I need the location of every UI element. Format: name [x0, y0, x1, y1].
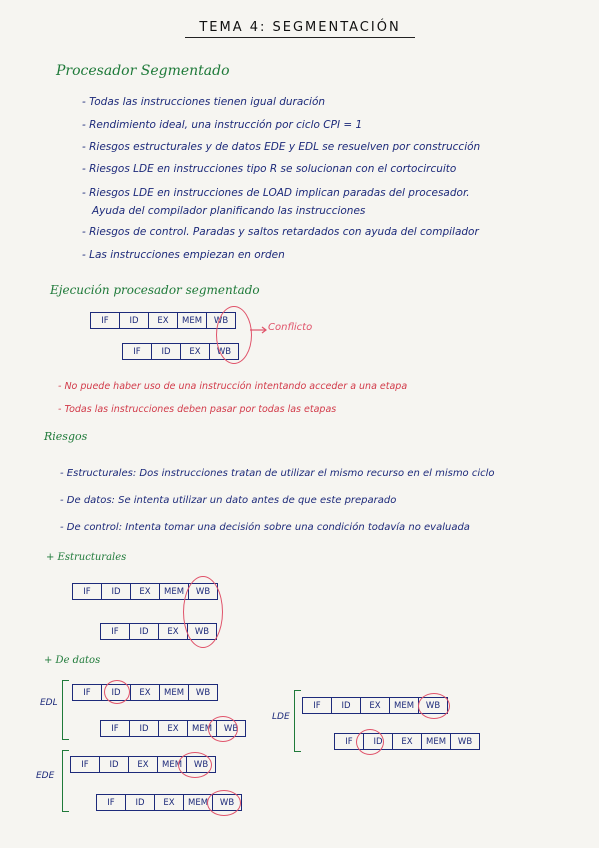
stage-mem: MEM	[188, 721, 217, 736]
stage-if: IF	[73, 584, 102, 599]
stage-mem: MEM	[160, 685, 189, 700]
stage-id: ID	[120, 313, 149, 328]
stage-id: ID	[152, 344, 181, 359]
stage-wb: WB	[216, 346, 232, 357]
section-heading-risks: Riesgos	[44, 430, 88, 443]
subsection-structural: + Estructurales	[46, 552, 127, 563]
stage-mem: MEM	[160, 584, 189, 599]
stage-wb: WB	[223, 723, 239, 734]
section-heading-processor: Procesador Segmentado	[56, 63, 230, 79]
note-item: - No puede haber uso de una instrucción intentando acceder a una etapa	[58, 381, 408, 392]
stage-mem: MEM	[158, 757, 187, 772]
stage-wb: WB	[195, 586, 211, 597]
stage-mem: MEM	[422, 734, 451, 749]
stage-ex: EX	[131, 685, 160, 700]
stage-id: ID	[332, 698, 361, 713]
bullet-item-continuation: Ayuda del compilador planificando las instrucciones	[92, 205, 366, 217]
stage-ex: EX	[361, 698, 390, 713]
bullet-item: - Riesgos de control. Paradas y saltos retardados con ayuda del compilador	[82, 226, 479, 238]
label-edl: EDL	[40, 698, 58, 708]
stage-wb: WB	[425, 700, 441, 711]
stage-id: ID	[102, 685, 131, 700]
stage-wb: WB	[219, 797, 235, 808]
stage-id: ID	[102, 584, 131, 599]
bullet-item: - Todas las instrucciones tienen igual duración	[82, 96, 326, 108]
stage-if: IF	[101, 721, 130, 736]
stage-if: IF	[73, 685, 102, 700]
stage-ex: EX	[155, 795, 184, 810]
stage-mem: MEM	[178, 313, 207, 328]
bullet-item: - Riesgos LDE en instrucciones de LOAD implican paradas del procesador.	[82, 187, 470, 199]
stage-ex: EX	[181, 344, 210, 359]
stage-if: IF	[97, 795, 126, 810]
stage-if: IF	[71, 757, 100, 772]
stage-mem: MEM	[184, 795, 213, 810]
risk-item: - De datos: Se intenta utilizar un dato antes de que este preparado	[60, 495, 397, 506]
stage-mem: MEM	[390, 698, 419, 713]
section-heading-execution: Ejecución procesador segmentado	[50, 283, 260, 297]
stage-wb: WB	[194, 626, 210, 637]
stage-if: IF	[303, 698, 332, 713]
stage-wb: WB	[213, 315, 229, 326]
stage-ex: EX	[393, 734, 422, 749]
stage-id: ID	[126, 795, 155, 810]
bullet-item: - Las instrucciones empiezan en orden	[82, 249, 285, 261]
page-title: TEMA 4: SEGMENTACIÓN	[185, 20, 415, 38]
stage-if: IF	[123, 344, 152, 359]
stage-id: ID	[130, 721, 159, 736]
label-ede: EDE	[36, 771, 55, 781]
stage-if: IF	[101, 624, 130, 639]
stage-wb: WB	[193, 759, 209, 770]
conflict-label: Conflicto	[268, 322, 313, 333]
stage-if: IF	[335, 734, 364, 749]
stage-id: ID	[364, 734, 393, 749]
stage-id: ID	[100, 757, 129, 772]
note-item: - Todas las instrucciones deben pasar por todas las etapas	[58, 404, 337, 415]
stage-if: IF	[91, 313, 120, 328]
bullet-item: - Riesgos estructurales y de datos EDE y EDL se resuelven por construcción	[82, 141, 481, 153]
risk-item: - Estructurales: Dos instrucciones tratan de utilizar el mismo recurso en el mismo ciclo	[60, 468, 495, 479]
stage-id: ID	[130, 624, 159, 639]
stage-ex: EX	[129, 757, 158, 772]
subsection-data: + De datos	[44, 655, 101, 666]
stage-ex: EX	[159, 624, 188, 639]
risk-item: - De control: Intenta tomar una decisión sobre una condición todavía no evaluada	[60, 522, 470, 533]
bullet-item: - Rendimiento ideal, una instrucción por ciclo CPI = 1	[82, 119, 363, 131]
label-lde: LDE	[272, 712, 290, 722]
stage-wb: WB	[195, 687, 211, 698]
stage-wb: WB	[457, 736, 473, 747]
stage-ex: EX	[159, 721, 188, 736]
bullet-item: - Riesgos LDE en instrucciones tipo R se solucionan con el cortocircuito	[82, 163, 457, 175]
stage-ex: EX	[149, 313, 178, 328]
stage-ex: EX	[131, 584, 160, 599]
